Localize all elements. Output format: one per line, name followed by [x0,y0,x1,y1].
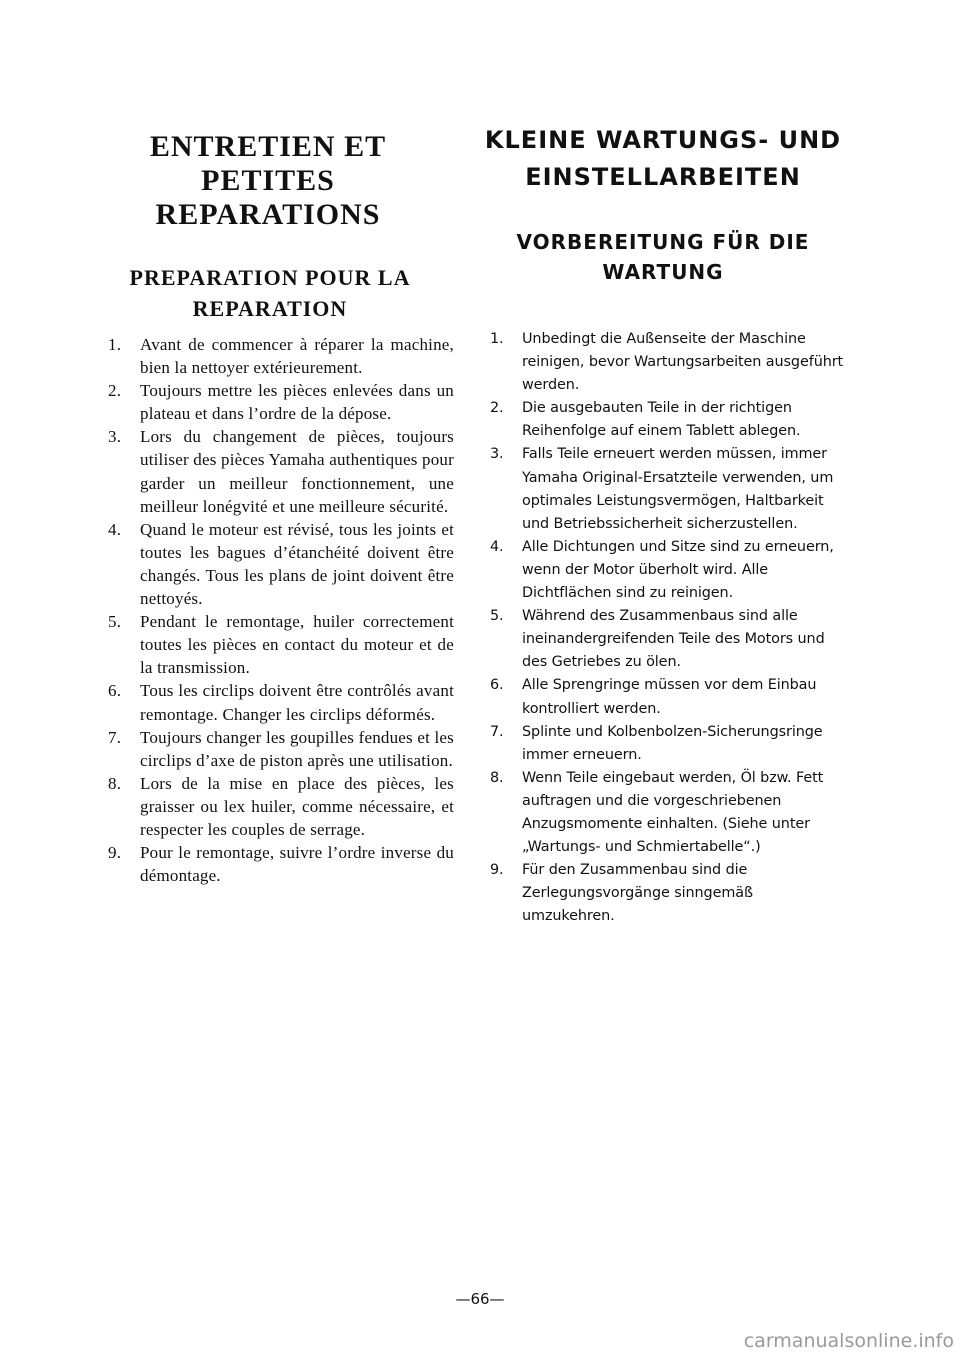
german-title: KLEINE WARTUNGS- UND EINSTELLARBEITEN [484,126,842,192]
item-text: Für den Zusammenbau sind die Zerlegungsvorgänge sinngemäß umzukehren. [522,862,753,925]
list-item [482,328,844,397]
item-number: 5. [490,608,504,625]
item-text: Pendant le remontage, huiler correctement toutes les pièces en contact du moteur et de la transmission. [140,612,454,678]
list-item [482,536,844,605]
site-watermark: carmanualsonline.info [743,1330,954,1352]
item-number: 8. [490,769,504,786]
item-text: Die ausgebauten Teile in der richtigen Reihenfolge auf einem Tablett ablegen. [522,400,801,440]
item-number: 9. [108,843,122,863]
list-item [482,397,844,443]
item-number: 3. [108,427,122,447]
item-text: Wenn Teile eingebaut werden, Öl bzw. Fett auftragen und die vorgeschriebenen Anzugsmomente einhalten. (Siehe unter „Wartungs- und Schmiertabelle“.) [522,769,824,856]
item-number: 9. [490,862,504,879]
french-title: ENTRETIEN ET PETITES REPARATIONS [149,130,387,232]
list-item [104,772,454,841]
list-item [482,721,844,767]
german-subtitle: VORBEREITUNG FÜR DIE WARTUNG [516,229,810,284]
item-text: Splinte und Kolbenbolzen-Sicherungsringe immer erneuern. [522,723,823,763]
item-number: 8. [108,773,122,793]
item-number: 2. [490,400,504,417]
item-number: 5. [108,612,122,632]
page-number: —66— [455,1290,505,1308]
item-number: 1. [490,331,504,347]
list-item [482,443,844,535]
list-item [104,425,454,517]
item-number: 6. [108,681,122,701]
item-text: Während des Zusammenbaus sind alle ineinandergreifenden Teile des Motors und des Getriebes zu ölen. [522,608,825,671]
item-number: 7. [108,727,122,747]
german-instruction-list [482,328,844,928]
item-text: Tous les circlips doivent être contrôlés avant remontage. Changer les circlips déformés. [140,681,454,724]
item-number: 1. [108,335,122,354]
list-item [104,726,454,772]
list-item [104,333,454,379]
item-number: 6. [490,677,504,694]
item-number: 7. [490,723,504,740]
list-item [104,379,454,425]
item-text: Toujours mettre les pièces enlevées dans un plateau et dans l’ordre de la dépose. [140,381,454,424]
item-number: 4. [108,519,122,539]
item-text: Pour le remontage, suivre l’ordre inverse du démontage. [140,843,454,886]
list-item [104,679,454,725]
item-text: Lors de la mise en place des pièces, les graisser ou lex huiler, comme nécessaire, et respecter les couples de serrage. [140,773,454,839]
list-item [104,518,454,610]
item-number: 4. [490,538,504,555]
item-text: Alle Dichtungen und Sitze sind zu erneuern, wenn der Motor überholt wird. Alle Dichtflächen sind zu reinigen. [522,538,834,602]
list-item [482,767,844,859]
list-item [104,610,454,679]
item-text: Alle Sprengringe müssen vor dem Einbau kontrolliert werden. [522,677,817,717]
item-text: Toujours changer les goupilles fendues et les circlips d’axe de piston après une utilisation. [140,727,454,770]
french-instruction-list [104,333,454,887]
item-text: Quand le moteur est révisé, tous les joints et toutes les bagues d’étanchéité doivent être changés. Tous les plans de joint doivent être nettoyés. [140,519,454,609]
list-item [482,859,844,928]
item-text: Lors du changement de pièces, toujours utiliser des pièces Yamaha authentiques pour garder un meilleur fonctionnement, une meilleur lonégvité et une meilleure sécurité. [140,427,454,516]
item-number: 3. [490,446,504,463]
item-text: Unbedingt die Außenseite der Maschine reinigen, bevor Wartungsarbeiten ausgeführt werden. [522,331,844,394]
item-number: 2. [108,381,122,401]
list-item [104,841,454,887]
list-item [482,605,844,674]
french-subtitle: PREPARATION POUR LA REPARATION [129,265,411,322]
item-text: Avant de commencer à réparer la machine, bien la nettoyer extérieurement. [140,335,454,378]
list-item [482,674,844,720]
item-text: Falls Teile erneuert werden müssen, immer Yamaha Original-Ersatzteile verwenden, um optimales Leistungsvermögen, Haltbarkeit und Betriebssicherheit sicherzustellen. [522,446,834,532]
